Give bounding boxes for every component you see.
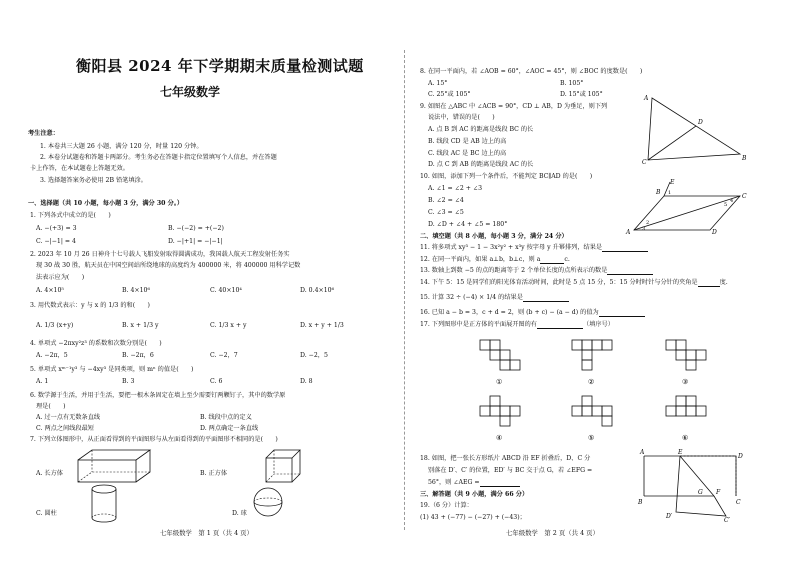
- cuboid-figure: [76, 448, 156, 484]
- q10-option-a: A. ∠1 = ∠2 + ∠3: [428, 185, 483, 192]
- q14-tail: 度.: [719, 279, 728, 286]
- q7-option-a: A. 长方体: [36, 470, 63, 477]
- q10-option-b: B. ∠2 = ∠4: [428, 197, 464, 204]
- q8-option-c: C. 25°或 105°: [428, 91, 471, 98]
- answer-blank[interactable]: [523, 295, 569, 302]
- q4-stem: 4. 单项式 −2πxy²z³ 的系数和次数分别是( ): [30, 340, 162, 347]
- q14: [420, 279, 728, 287]
- q6-option-d: D. 两点确定一条直线: [200, 425, 259, 432]
- q6-option-a: A. 过一点有无数条直线: [36, 414, 101, 421]
- q1-option-a: A. −(+3) = 3: [36, 225, 77, 232]
- notice-item: 1. 本卷共三大题 26 小题，满分 120 分，时量 120 分钟。: [40, 143, 203, 150]
- q9-option-c: C. 线段 AC 是 BC 边上的高: [428, 150, 507, 157]
- q10-stem: 10. 如图，添加下列一个条件后，不能判定 BC∥AD 的是( ): [420, 173, 593, 180]
- q11-text: 11. 将多项式 xy³ − 1 − 3x²y² + x³y 按字母 y 升幂排列，结果是: [420, 244, 603, 251]
- q15: [420, 294, 569, 302]
- q7-option-d: D. 球: [232, 510, 247, 517]
- q5-stem: 5. 单项式 xᵐ⁻¹y³ 与 −4xy³ 是同类项，则 mⁿ 的值是( ): [30, 366, 194, 373]
- answer-blank[interactable]: [607, 268, 653, 275]
- q7-stem: 7. 下列立体图形中，从正面看得到的平面图形与从左面看得到的平面图形不相同的是( ): [30, 436, 278, 443]
- q16: [420, 309, 645, 317]
- label-a: A: [644, 95, 649, 102]
- notice-item: 3. 选择题答案务必使用 2B 铅笔填涂。: [40, 177, 147, 184]
- net-label-2: ②: [588, 378, 595, 386]
- label-f: F: [716, 489, 721, 496]
- notice-item: 2. 本卷分试题卷和答题卡两部分。考生务必在答题卡指定位置填写个人信息，并在答题: [40, 154, 277, 161]
- q8-stem: 8. 在同一平面内，若 ∠AOB = 60°，∠AOC = 45°，则 ∠BOC 的度数是( ): [420, 68, 643, 75]
- q10-option-d: D. ∠D + ∠4 + ∠5 = 180°: [428, 221, 508, 228]
- q19-stem: 19.（6 分）计算：: [420, 502, 473, 509]
- q3-option-b: B. x + 1/3 y: [122, 322, 159, 329]
- q5-option-d: D. 8: [300, 378, 313, 385]
- label-d: D: [738, 453, 743, 460]
- q3-stem: 3. 用代数式表示：y 与 x 的 1/3 的和( ): [30, 302, 150, 309]
- label-c: C: [742, 193, 747, 200]
- q13: [420, 267, 653, 275]
- q18-line: 别落在 D′、C′ 的位置，ED′ 与 BC 交于点 G，若 ∠EFG =: [428, 467, 593, 474]
- q19-part-1: (1) 43 + (−77) − (−27) + (−43)；: [420, 514, 526, 521]
- q9-option-b: B. 线段 CD 是 AB 边上的高: [428, 138, 507, 145]
- exam-subtitle: 七年级数学: [160, 85, 221, 99]
- q6-option-c: C. 两点之间线段最短: [36, 425, 94, 432]
- angle-1: 1: [668, 190, 672, 196]
- q17-text: 17. 下列图形中是正方体的平面展开图的有: [420, 321, 537, 328]
- net-label-4: ④: [496, 434, 503, 442]
- q1-option-d: D. −|+1| = −|−1|: [168, 238, 223, 245]
- label-d: D: [712, 229, 717, 236]
- q8-option-d: D. 15°或 105°: [560, 91, 603, 98]
- q5-option-b: B. 3: [122, 378, 135, 385]
- answer-blank[interactable]: [698, 280, 720, 287]
- q3-option-c: C. 1/3 x + y: [210, 322, 247, 329]
- q17: [420, 321, 614, 329]
- q8-option-a: A. 15°: [428, 80, 448, 87]
- q4-option-c: C. −2，7: [210, 352, 238, 359]
- q16-text: 16. 已知 a − b = 3，c + d = 2，则 (b + c) − (a − d) 的值为: [420, 309, 599, 316]
- label-e: E: [678, 449, 683, 456]
- notice-heading: 考生注意：: [28, 130, 59, 137]
- q3-option-d: D. x + y + 1/3: [300, 322, 344, 329]
- angle-3: 3: [642, 226, 646, 232]
- q4-option-b: B. −2π，6: [122, 352, 154, 359]
- angle-5: 5: [724, 202, 728, 208]
- notice-item: 卡上作答，在本试题卷上答题无效。: [30, 165, 129, 172]
- net-label-6: ⑥: [682, 434, 689, 442]
- section-1-heading: 一、选择题（共 10 小题，每小题 3 分，满分 30 分。）: [28, 200, 184, 207]
- label-a: A: [640, 449, 645, 456]
- q15-text: 15. 计算 32 ÷ (−4) × 1/4 的结果是: [420, 294, 523, 301]
- q2-line: 现 30 战 30 胜，航天员在中国空间站所绕地球的高度约为 400000 米，将 400000 用科学记数: [36, 262, 301, 269]
- label-e: E: [670, 179, 675, 186]
- label-a: A: [626, 229, 631, 236]
- page-1-footer: 七年级数学 第 1 页（共 4 页）: [160, 529, 253, 537]
- q4-option-a: A. −2π，5: [36, 352, 68, 359]
- answer-blank[interactable]: [540, 257, 564, 264]
- q9-line: 9. 如图在 △ABC 中 ∠ACB = 90°，CD ⊥ AB，D 为垂足，则下列: [420, 103, 608, 110]
- q12-tail: c.: [564, 256, 570, 263]
- q4-option-d: D. −2，5: [300, 352, 328, 359]
- answer-blank[interactable]: [537, 322, 583, 329]
- label-c: C: [736, 499, 741, 506]
- page-2-footer: 七年级数学 第 2 页（共 4 页）: [506, 529, 599, 537]
- label-d: D: [698, 119, 703, 126]
- q8-option-b: B. 105°: [560, 80, 584, 87]
- q18-line: 18. 如图，把一张长方形纸片 ABCD 沿 EF 折叠后，D、C 分: [420, 455, 591, 462]
- net-label-5: ⑤: [588, 434, 595, 442]
- q2-line: 法表示应为( ): [36, 274, 85, 281]
- q13-text: 13. 数轴上到数 −5 的点的距离等于 2 个单位长度的点所表示的数是: [420, 267, 608, 274]
- answer-blank[interactable]: [599, 310, 645, 317]
- page-1: [28, 0, 388, 561]
- q1-stem: 1. 下列各式中成立的是( ): [30, 212, 111, 219]
- q3-option-a: A. 1/3 (x+y): [36, 322, 74, 329]
- label-b: B: [656, 189, 661, 196]
- cylinder-figure: [90, 484, 120, 524]
- q5-option-c: C. 6: [210, 378, 223, 385]
- q9-line: 说法中，错误的是( ): [428, 114, 495, 121]
- q7-option-b: B. 正方体: [200, 470, 228, 477]
- label-g: G: [698, 489, 703, 496]
- q2-line: 2. 2023 年 10 月 26 日神舟十七号载人飞船发射取得圆满成功，我国载人航天工程发射任务实: [30, 251, 290, 258]
- q7-option-c: C. 圆柱: [36, 510, 57, 517]
- parallel-lines-figure: [626, 179, 750, 236]
- exam-title: 衡阳县 2024 年下学期期末质量检测试题: [76, 57, 364, 75]
- q11: [420, 244, 648, 252]
- q10-option-c: C. ∠3 = ∠5: [428, 209, 464, 216]
- q14-text: 14. 下午 5：15 是同学们的阳光体育活动时间，此时是 5 点 15 分，5：15 分时时针与分针的夹角是: [420, 279, 698, 286]
- section-3-heading: 三、解答题（共 9 小题，满分 66 分）: [420, 491, 529, 498]
- q2-option-b: B. 4×10⁶: [122, 287, 150, 294]
- q5-option-a: A. 1: [36, 378, 49, 385]
- page-2: [420, 0, 774, 561]
- label-c-prime: C′: [724, 517, 730, 524]
- answer-blank[interactable]: [480, 480, 520, 487]
- page-divider: [404, 50, 405, 530]
- label-c: C: [642, 159, 647, 166]
- q1-option-b: B. −(−2) = +(−2): [168, 225, 224, 232]
- angle-4: 4: [730, 198, 734, 204]
- q6-option-b: B. 线段中点的定义: [200, 414, 252, 421]
- cube-nets-figure: [476, 336, 736, 444]
- label-b: B: [742, 155, 747, 162]
- net-label-1: ①: [496, 378, 503, 386]
- answer-blank[interactable]: [602, 245, 648, 252]
- q6-line: 理是( ): [36, 403, 66, 410]
- angle-2: 2: [646, 220, 650, 226]
- label-d-prime: D′: [666, 513, 673, 520]
- q2-option-a: A. 4×10⁵: [36, 287, 64, 294]
- q12-text: 12. 在同一平面内，如果 a⊥b，b⊥c，则 a: [420, 256, 541, 263]
- net-label-3: ③: [682, 378, 689, 386]
- q17-tail: （填序号）: [583, 321, 614, 328]
- q9-option-d: D. 点 C 到 AB 的距离是线段 AC 的长: [428, 161, 534, 168]
- label-b: B: [638, 499, 643, 506]
- q2-option-d: D. 0.4×10⁶: [300, 287, 335, 294]
- q9-option-a: A. 点 B 到 AC 的距离是线段 BC 的长: [428, 126, 534, 133]
- q12: [420, 256, 570, 264]
- q18-line: [428, 479, 520, 487]
- folded-rectangle-figure: [640, 450, 746, 522]
- section-2-heading: 二、填空题（共 8 小题，每小题 3 分，满分 24 分）: [420, 233, 568, 240]
- q2-option-c: C. 40×10⁴: [210, 287, 242, 294]
- q1-option-c: C. −|−1| = 4: [36, 238, 76, 245]
- q18-text: 56°，则 ∠AEG =: [428, 479, 480, 486]
- right-triangle-figure: [642, 94, 747, 166]
- q6-line: 6. 数学源于生活，并用于生活，要把一根木条固定在墙上至少需要钉两颗钉子，其中的数学原: [30, 392, 286, 399]
- cube-figure: [264, 448, 304, 484]
- sphere-figure: [252, 486, 288, 520]
